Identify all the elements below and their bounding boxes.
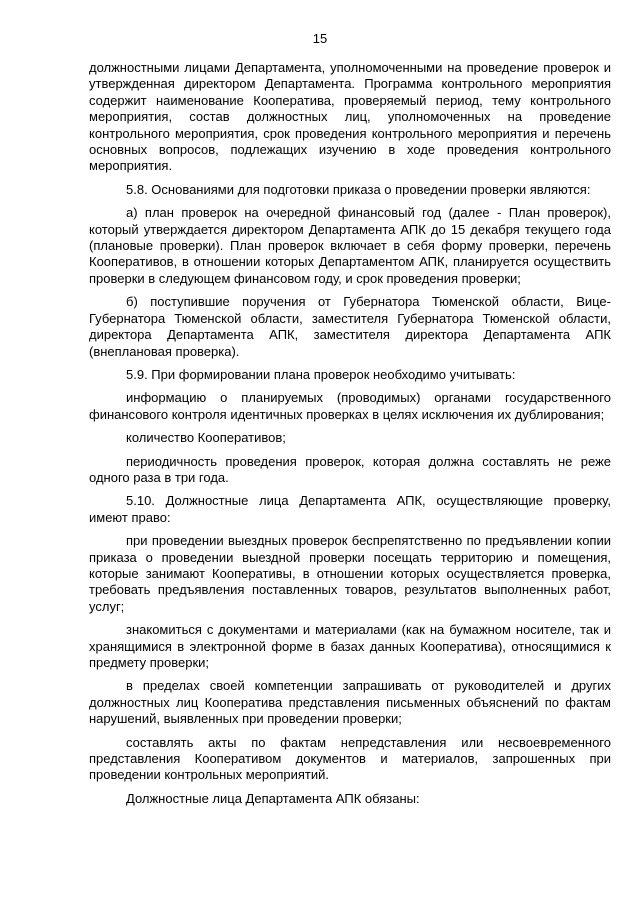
paragraph-5-9-item-2: количество Кооперативов; xyxy=(126,430,286,446)
paragraph-5-10-item-4: составлять акты по фактам непредставления или несвоевременного представления Кооперативом документов и материалов, запрошенных при проведении контрольных мероприятий. xyxy=(89,734,611,783)
paragraph-5-8-b: б) поступившие поручения от Губернатора Тюменской области, Вице-Губернатора Тюменской области, заместителя Губернатора Тюменской области, директора Департамента АПК, заместителя директора Департамента АПК (внеплановая проверка). xyxy=(89,294,611,359)
paragraph-5-10-item-2: знакомиться с документами и материалами (как на бумажном носителе, так и хранящимися в электронной форме в базах данных Кооператива), относящимися к предмету проверки; xyxy=(89,622,611,670)
paragraph-program-continuation: должностными лицами Департамента, уполномоченными на проведение проверок и утвержденная директором Департамента. Программа контрольного мероприятия содержит наименование Кооператива, проверяемый период, тему контрольного мероприятия, состав должностных лиц, уполномоченных на проведение контрольного мероприятия, срок проведения контрольного мероприятия и перечень основных вопросов, подлежащих изучению в ходе проведения контрольного мероприятия. xyxy=(89,60,611,174)
paragraph-5-8: 5.8. Основаниями для подготовки приказа о проведении проверки являются: xyxy=(126,181,591,197)
paragraph-5-10-item-3: в пределах своей компетенции запрашивать от руководителей и других должностных лиц Кооператива представления письменных объяснений по фактам нарушений, выявленных при проведении проверки; xyxy=(89,678,611,727)
paragraph-5-8-a: а) план проверок на очередной финансовый год (далее - План проверок), который утверждается директором Департамента АПК до 15 декабря текущего года (плановые проверки). План проверок включает в себя форму проверки, перечень Кооперативов, в отношении которых Департаментом АПК, планируется осуществить проверки в следующем финансовом году, и срок проведения проверки; xyxy=(89,205,611,286)
paragraph-5-9-item-3: периодичность проведения проверок, которая должна составлять не реже одного раза в три года. xyxy=(89,453,611,485)
page-number: 15 xyxy=(312,31,328,46)
document-body xyxy=(89,60,611,814)
paragraph-5-10: 5.10. Должностные лица Департамента АПК, осуществляющие проверку, имеют право: xyxy=(89,493,611,525)
paragraph-5-9: 5.9. При формировании плана проверок необходимо учитывать: xyxy=(126,366,516,382)
paragraph-5-9-item-1: информацию о планируемых (проводимых) органами государственного финансового контроля идентичных проверках в целях исключения их дублирования; xyxy=(89,390,611,422)
paragraph-5-10-item-1: при проведении выездных проверок беспрепятственно по предъявлении копии приказа о проведении выездной проверки посещать территорию и помещения, которые занимают Кооперативы, в отношении которых осуществляется проверка, требовать предъявления поставленных товаров, результатов выполненных работ, услуг; xyxy=(89,533,611,614)
paragraph-obligations-heading: Должностные лица Департамента АПК обязаны: xyxy=(126,790,420,806)
